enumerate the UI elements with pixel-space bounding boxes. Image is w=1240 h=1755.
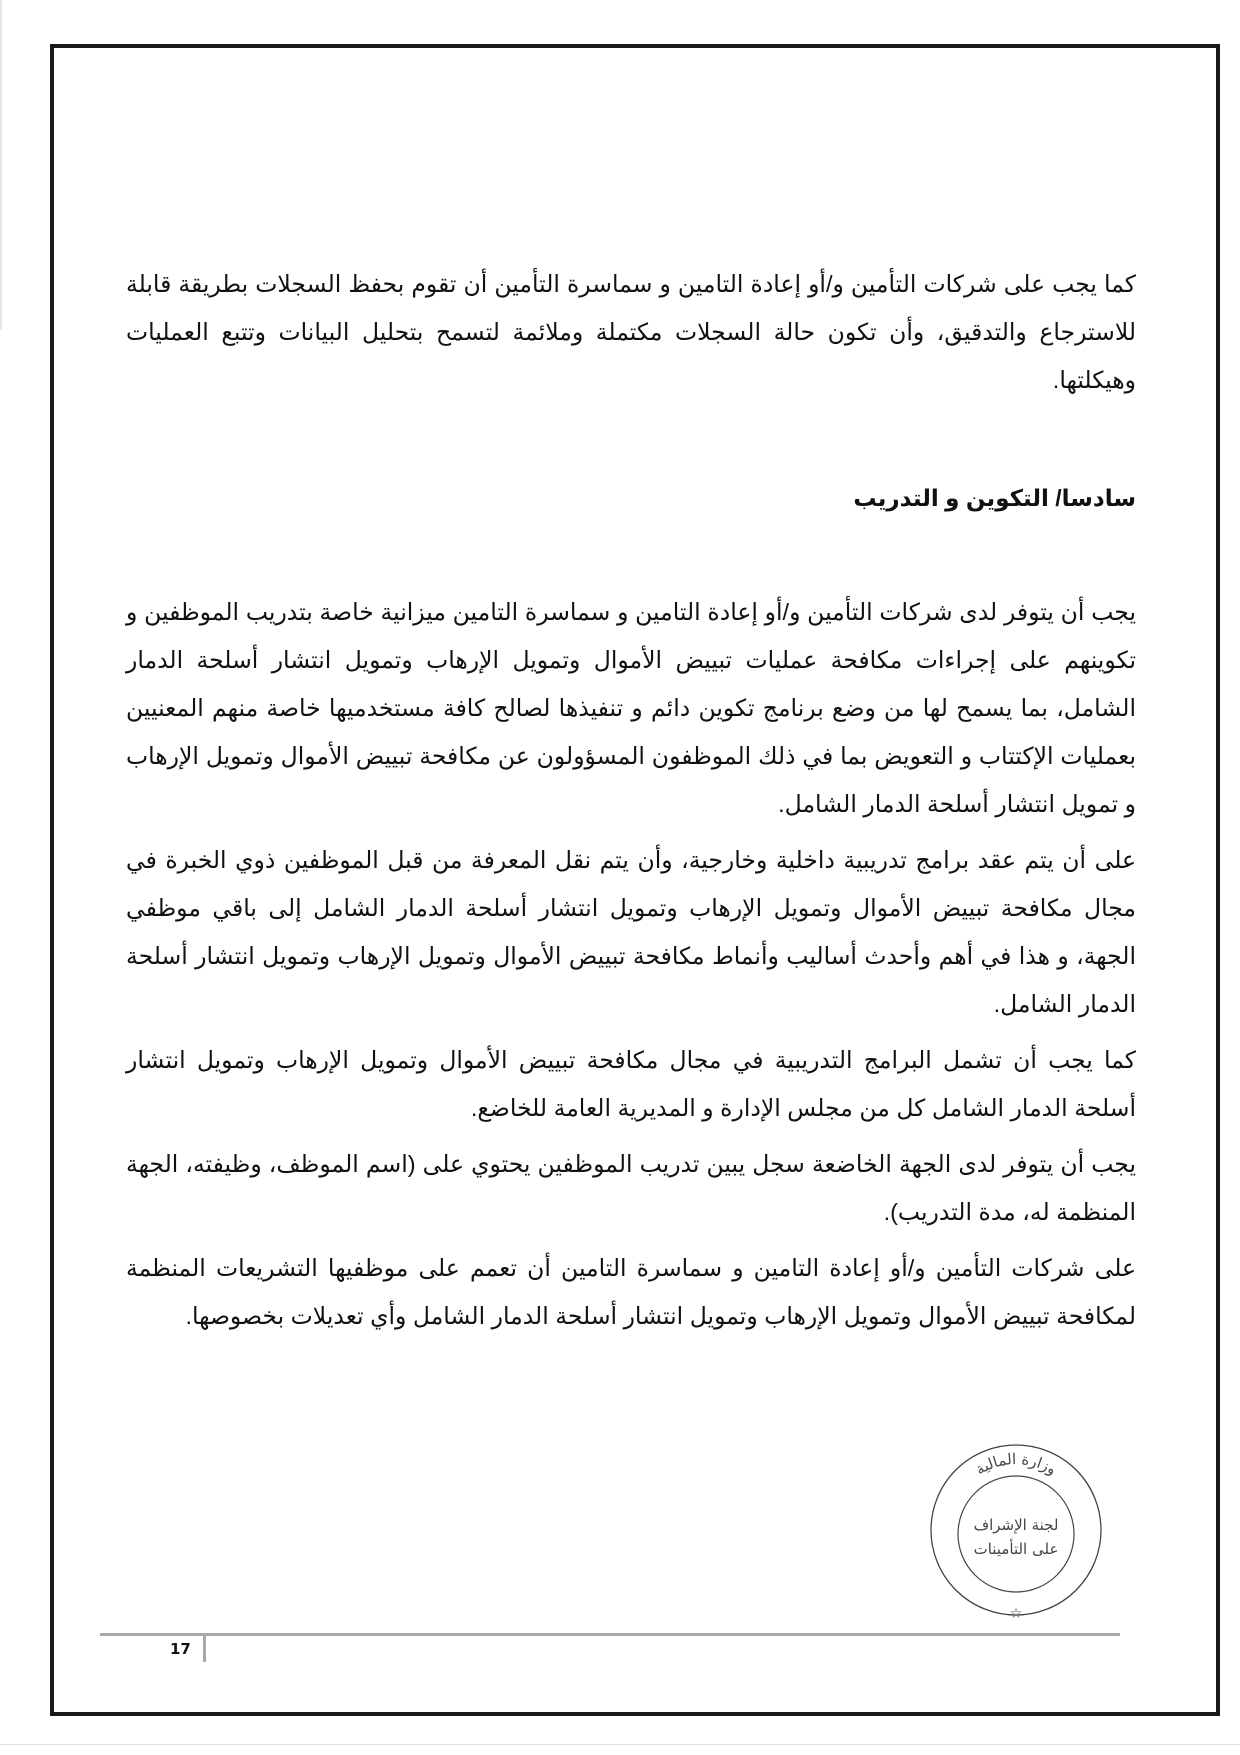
stamp-inner-ring <box>958 1476 1074 1592</box>
paragraph-training-register: يجب أن يتوفر لدى الجهة الخاضعة سجل يبين تدريب الموظفين يحتوي على (اسم الموظف، وظيفته، الجهة المنظمة له، مدة التدريب). <box>126 1151 1136 1225</box>
document-body <box>126 260 1136 1340</box>
paragraph-training-budget: يجب أن يتوفر لدى شركات التأمين و/أو إعادة التامين و سماسرة التامين ميزانية خاصة بتدريب الموظفين و تكوينهم على إجراءات مكافحة عمليات تبييض الأموال وتمويل الإرهاب وتمويل انتشار أسلحة الدمار الشامل، بما يسمح لها من وضع برنامج تكوين دائم و تنفيذها لصالح كافة مستخدميها خاصة منهم المعنيين بعمليات الإكتتاب و التعويض بما في ذلك الموظفون المسؤولون عن مكافحة تبييض الأموال وتمويل الإرهاب و تمويل انتشار أسلحة الدمار الشامل. <box>126 599 1136 817</box>
paragraph-training-programs: على أن يتم عقد برامج تدريبية داخلية وخارجية، وأن يتم نقل المعرفة من قبل الموظفين ذوي الخبرة في مجال مكافحة تبييض الأموال وتمويل الإرهاب وتمويل انتشار أسلحة الدمار الشامل إلى باقي موظفي الجهة، و هذا في أهم وأحدث أساليب وأنماط مكافحة تبييض الأموال وتمويل الإرهاب وتمويل انتشار أسلحة الدمار الشامل. <box>126 847 1136 1017</box>
paragraph-legislation-circulation: على شركات التأمين و/أو إعادة التامين و سماسرة التامين أن تعمم على موظفيها التشريعات المنظمة لمكافحة تبييض الأموال وتمويل الإرهاب وتمويل انتشار أسلحة الدمار الشامل وأي تعديلات بخصوصها. <box>126 1255 1136 1329</box>
section-heading: سادسا/ التكوين و التدريب <box>853 485 1136 511</box>
paragraph-board-training: كما يجب أن تشمل البرامج التدريبية في مجال مكافحة تبييض الأموال وتمويل الإرهاب وتمويل انتشار أسلحة الدمار الشامل كل من مجلس الإدارة و المديرية العامة للخاضع. <box>126 1047 1136 1121</box>
scan-edge-bottom <box>0 1744 1240 1745</box>
stamp-star-icon: ☆ <box>1009 1606 1023 1618</box>
paragraph-records: كما يجب على شركات التأمين و/أو إعادة التامين و سماسرة التأمين أن تقوم بحفظ السجلات بطريقة قابلة للاسترجاع والتدقيق، وأن تكون حالة السجلات مكتملة وملائمة لتسمح بتحليل البيانات وتتبع العمليات وهيكلتها. <box>126 271 1136 393</box>
official-stamp <box>928 1442 1104 1618</box>
stamp-inner-line-1: لجنة الإشراف <box>973 1516 1059 1534</box>
footer-rule <box>100 1633 1120 1636</box>
page-number: 17 <box>170 1640 191 1658</box>
stamp-outer-text: وزارة المالية <box>972 1449 1060 1479</box>
stamp-inner-line-2: على التأمينات <box>973 1540 1059 1558</box>
scan-edge <box>0 0 2 330</box>
footer-divider <box>203 1636 206 1662</box>
